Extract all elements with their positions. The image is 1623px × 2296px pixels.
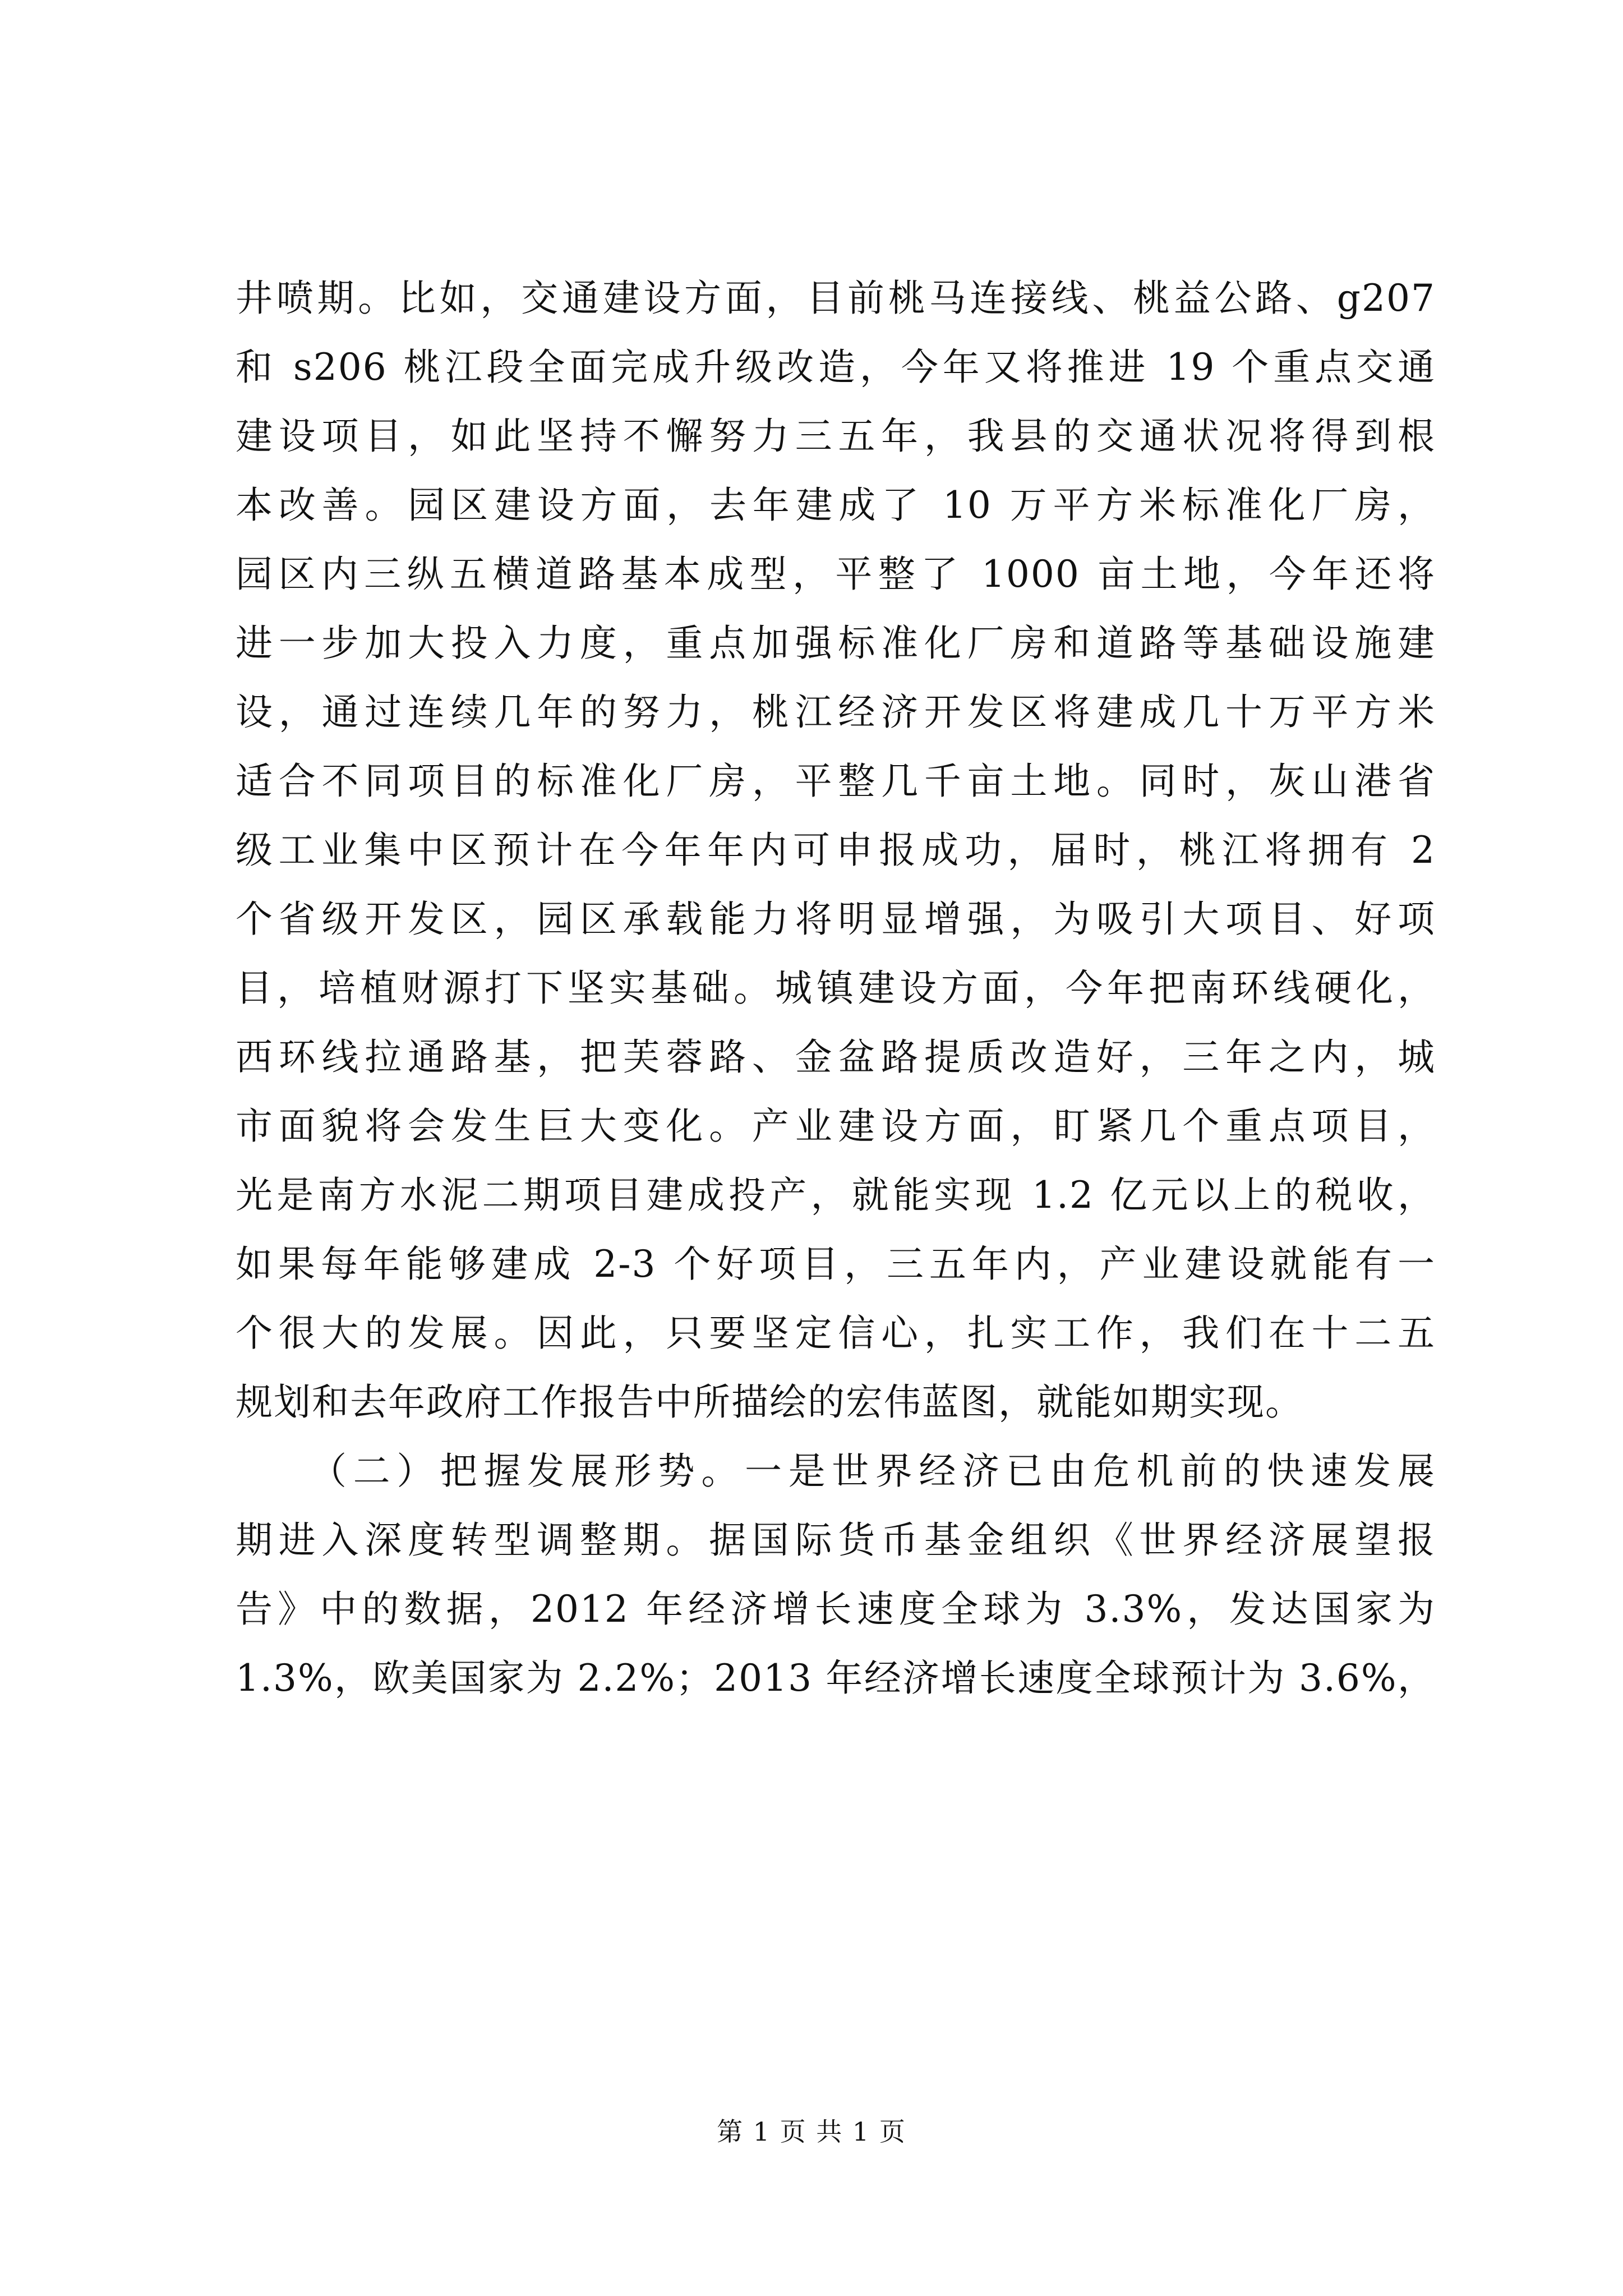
paragraph-line: 1.3%，欧美国家为 2.2%；2013 年经济增长速度全球预计为 3.6%， (236, 1657, 1436, 1700)
paragraph-line: 设，通过连续几年的努力，桃江经济开发区将建成几十万平方米 (236, 691, 1436, 734)
paragraph-line: 市面貌将会发生巨大变化。产业建设方面，盯紧几个重点项目， (236, 1105, 1436, 1148)
paragraph-line: 个省级开发区，园区承载能力将明显增强，为吸引大项目、好项 (236, 898, 1436, 941)
paragraph-line: 目，培植财源打下坚实基础。城镇建设方面，今年把南环线硬化， (236, 967, 1436, 1010)
paragraph-line: 规划和去年政府工作报告中所描绘的宏伟蓝图，就能如期实现。 (236, 1381, 1303, 1424)
page-number-footer: 第 1 页 共 1 页 (717, 2116, 906, 2147)
paragraph-line: 井喷期。比如，交通建设方面，目前桃马连接线、桃益公路、g207 (236, 277, 1436, 320)
paragraph-line: 西环线拉通路基，把芙蓉路、金盆路提质改造好，三年之内，城 (236, 1036, 1436, 1079)
paragraph-line: 园区内三纵五横道路基本成型，平整了 1000 亩土地，今年还将 (236, 553, 1436, 596)
paragraph-line: 和 s206 桃江段全面完成升级改造，今年又将推进 19 个重点交通 (236, 346, 1436, 389)
paragraph-line: 进一步加大投入力度，重点加强标准化厂房和道路等基础设施建 (236, 622, 1436, 665)
paragraph-line: 告》中的数据，2012 年经济增长速度全球为 3.3%，发达国家为 (236, 1588, 1436, 1631)
paragraph-line: 期进入深度转型调整期。据国际货币基金组织《世界经济展望报 (236, 1519, 1436, 1562)
paragraph-line: 适合不同项目的标准化厂房，平整几千亩土地。同时，灰山港省 (236, 760, 1436, 803)
paragraph-line: 本改善。园区建设方面，去年建成了 10 万平方米标准化厂房， (236, 484, 1436, 527)
paragraph-line: 如果每年能够建成 2-3 个好项目，三五年内，产业建设就能有一 (236, 1243, 1436, 1286)
document-body (236, 264, 1436, 1713)
paragraph-line: 光是南方水泥二期项目建成投产，就能实现 1.2 亿元以上的税收， (236, 1174, 1436, 1217)
paragraph-line: 个很大的发展。因此，只要坚定信心，扎实工作，我们在十二五 (236, 1312, 1436, 1355)
paragraph-line: 建设项目，如此坚持不懈努力三五年，我县的交通状况将得到根 (236, 415, 1436, 458)
paragraph-line: （二）把握发展形势。一是世界经济已由危机前的快速发展 (310, 1450, 1436, 1493)
paragraph-line: 级工业集中区预计在今年年内可申报成功，届时，桃江将拥有 2 (236, 829, 1436, 872)
